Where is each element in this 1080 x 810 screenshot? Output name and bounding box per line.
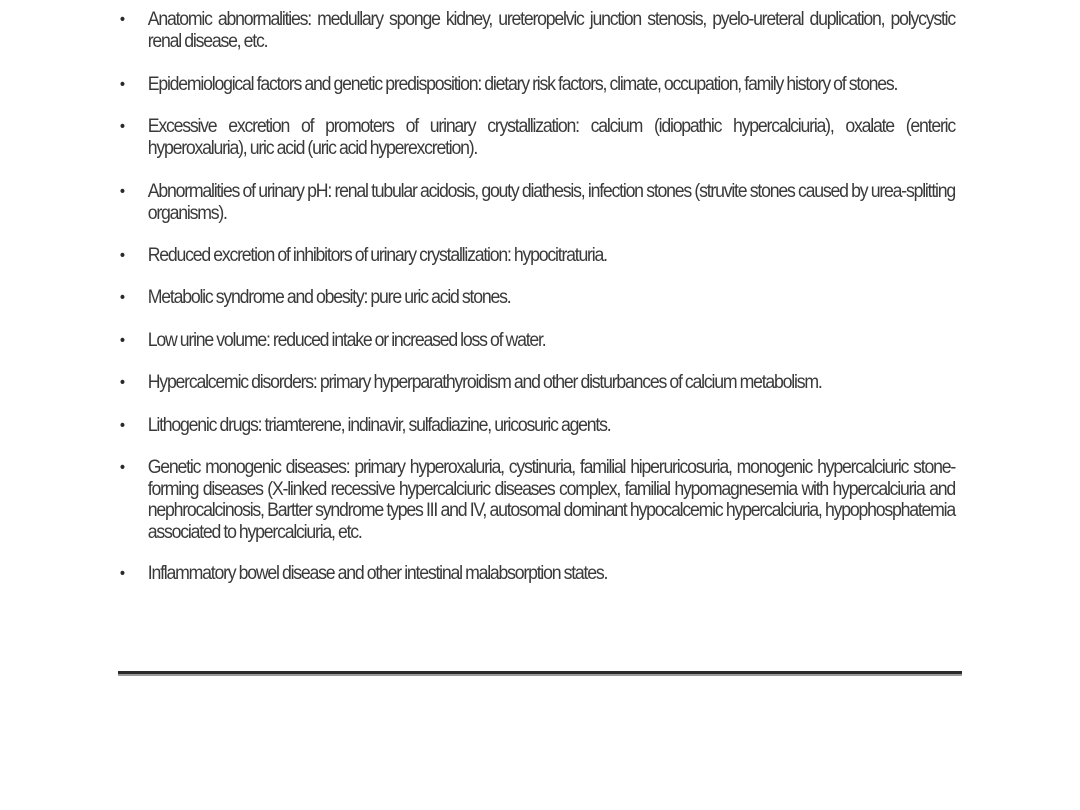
list-item-text: Metabolic syndrome and obesity: pure uric acid stones. <box>147 287 511 308</box>
list-item-text: Hypercalcemic disorders: primary hyperparathyroidism and other disturbances of calcium metabolism. <box>147 372 822 393</box>
list-item <box>118 457 955 543</box>
risk-factor-list <box>118 9 962 585</box>
list-item-text: Anatomic abnormalities: medullary sponge kidney, ureteropelvic junction stenosis, pyelo-ureteral duplication, polycystic renal disease, etc. <box>147 9 955 52</box>
bullet-icon: • <box>119 118 126 135</box>
list-item-text: Reduced excretion of inhibitors of urinary crystallization: hypocitraturia. <box>147 245 607 266</box>
list-item-text: Low urine volume: reduced intake or increased loss of water. <box>147 330 546 351</box>
document-body <box>118 0 962 585</box>
list-item-text: Inflammatory bowel disease and other intestinal malabsorption states. <box>147 563 608 584</box>
list-item <box>118 563 955 585</box>
list-item-text: Genetic monogenic diseases: primary hyperoxaluria, cystinuria, familial hiperuricosuria, monogenic hypercalciuric stone-forming diseases (X-linked recessive hypercalciuric diseases complex, familial hypomagnesemia with hypercalciuria and nephrocalcinosis, Bartter syndrome types III and IV, autosomal dominant hypocalcemic hypercalciuria, hypophosphatemia associated to hypercalciuria, etc. <box>147 457 955 543</box>
bullet-icon: • <box>119 332 126 349</box>
bullet-icon: • <box>119 565 126 582</box>
list-item <box>118 9 955 53</box>
bullet-icon: • <box>119 459 126 476</box>
list-item <box>118 74 955 96</box>
bullet-icon: • <box>119 289 126 306</box>
list-item-text: Lithogenic drugs: triamterene, indinavir, sulfadiazine, uricosuric agents. <box>147 415 611 436</box>
list-item <box>118 181 955 225</box>
table-bottom-rule-shadow <box>118 674 962 676</box>
bullet-icon: • <box>119 183 126 200</box>
list-item <box>118 116 955 160</box>
list-item <box>118 330 955 352</box>
list-item-text: Abnormalities of urinary pH: renal tubular acidosis, gouty diathesis, infection stones (struvite stones caused by urea-splitting organisms). <box>147 181 955 224</box>
list-item <box>118 415 955 437</box>
list-item-text: Excessive excretion of promoters of urinary crystallization: calcium (idiopathic hypercalciuria), oxalate (enteric hyperoxaluria), uric acid (uric acid hyperexcretion). <box>147 116 955 159</box>
bullet-icon: • <box>119 76 126 93</box>
list-item <box>118 287 955 309</box>
bullet-icon: • <box>119 417 126 434</box>
list-item <box>118 245 955 267</box>
bullet-icon: • <box>119 11 126 28</box>
list-item-text: Epidemiological factors and genetic predisposition: dietary risk factors, climate, occupation, family history of stones. <box>147 74 898 95</box>
bullet-icon: • <box>119 247 126 264</box>
bullet-icon: • <box>119 374 126 391</box>
list-item <box>118 372 955 394</box>
